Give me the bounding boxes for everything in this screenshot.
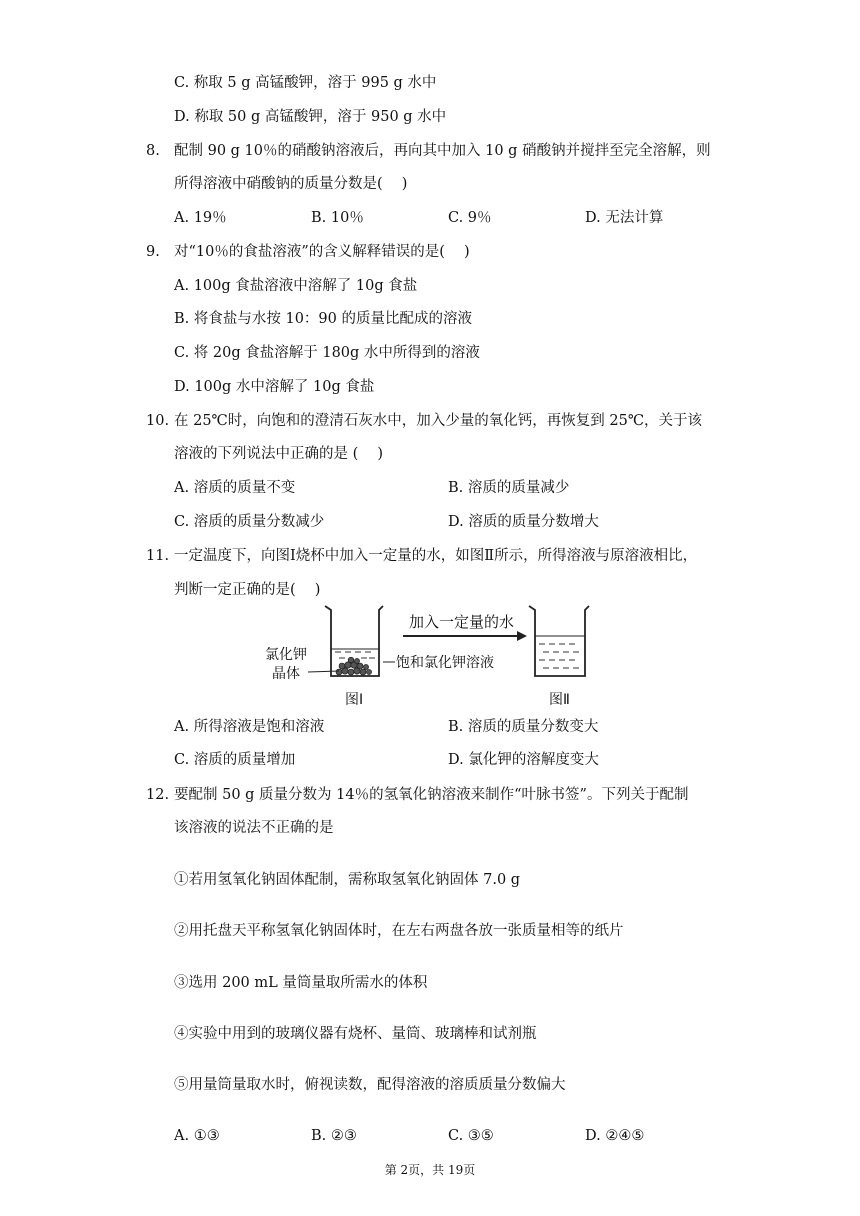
q12-statement-3: ③选用 200 mL 量筒量取所需水的体积 (174, 975, 428, 991)
q8-stem-line1: 配制 90 g 10％的硝酸钠溶液后，再向其中加入 10 g 硝酸钠并搅拌至完全溶解，则 (174, 143, 711, 159)
q7-option-d: D. 称取 50 g 高锰酸钾，溶于 950 g 水中 (174, 109, 447, 125)
crystal-label-1: 氯化钾 (265, 647, 307, 663)
q12-statement-2: ②用托盘天平称氢氧化钠固体时，在左右两盘各放一张质量相等的纸片 (174, 923, 624, 939)
q10-option-b: B. 溶质的质量减少 (448, 480, 570, 496)
q12-statement-1: ①若用氢氧化钠固体配制，需称取氢氧化钠固体 7.0 g (174, 872, 521, 888)
arrow-label: 加入一定量的水 (409, 613, 515, 631)
q12-statement-4: ④实验中用到的玻璃仪器有烧杯、量筒、玻璃棒和试剂瓶 (174, 1026, 537, 1042)
q11-number: 11. (146, 548, 170, 564)
q9-option-a: A. 100g 食盐溶液中溶解了 10g 食盐 (174, 278, 418, 294)
q10-option-a: A. 溶质的质量不变 (174, 480, 296, 496)
q9-option-b: B. 将食盐与水按 10：90 的质量比配成的溶液 (174, 311, 472, 327)
crystal-pointer-line (308, 671, 339, 672)
figure-caption-1: 图Ⅰ (345, 692, 364, 708)
arrow-add-water (403, 613, 527, 641)
q11-option-b: B. 溶质的质量分数变大 (448, 719, 599, 735)
q8-option-d: D. 无法计算 (585, 210, 664, 226)
q8-stem-line2: 所得溶液中硝酸钠的质量分数是( ) (174, 176, 408, 192)
beaker-2 (529, 606, 589, 676)
crystal-pile (336, 657, 372, 675)
q12-option-b: B. ②③ (311, 1128, 357, 1144)
q8-number: 8. (146, 143, 160, 159)
q12-stem-line1: 要配制 50 g 质量分数为 14％的氢氧化钠溶液来制作“叶脉书签”。下列关于配制 (174, 787, 689, 803)
q8-option-a: A. 19％ (174, 210, 227, 226)
q11-option-d: D. 氯化钾的溶解度变大 (448, 752, 599, 768)
q9-option-c: C. 将 20g 食盐溶解于 180g 水中所得到的溶液 (174, 345, 480, 361)
q11-option-c: C. 溶质的质量增加 (174, 752, 296, 768)
q12-option-c: C. ③⑤ (448, 1128, 494, 1144)
q12-number: 12. (146, 787, 170, 803)
q11-option-a: A. 所得溶液是饱和溶液 (174, 719, 325, 735)
q10-stem-line1: 在 25℃时，向饱和的澄清石灰水中，加入少量的氧化钙，再恢复到 25℃，关于该 (174, 413, 703, 429)
page-footer: 第 2页，共 19页 (384, 1163, 476, 1177)
figure-caption-2: 图Ⅱ (549, 692, 570, 708)
q10-stem-line2: 溶液的下列说法中正确的是 ( ) (174, 446, 384, 462)
q8-option-c: C. 9％ (448, 210, 492, 226)
q12-option-d: D. ②④⑤ (585, 1128, 645, 1144)
crystal-label-2: 晶体 (272, 666, 300, 682)
q9-stem: 对“10％的食盐溶液”的含义解释错误的是( ) (174, 244, 470, 260)
q11-stem-line2: 判断一定正确的是( ) (174, 582, 321, 598)
q10-number: 10. (146, 413, 170, 429)
q10-option-d: D. 溶质的质量分数增大 (448, 514, 599, 530)
q12-statement-5: ⑤用量筒量取水时，俯视读数，配得溶液的溶质质量分数偏大 (174, 1077, 566, 1093)
q7-option-c: C. 称取 5 g 高锰酸钾，溶于 995 g 水中 (174, 75, 437, 91)
solution-label: 饱和氯化钾溶液 (396, 655, 494, 671)
q12-stem-line2: 该溶液的说法不正确的是 (174, 820, 334, 836)
q11-stem-line1: 一定温度下，向图Ⅰ烧杯中加入一定量的水，如图Ⅱ所示，所得溶液与原溶液相比， (174, 548, 698, 564)
q10-option-c: C. 溶质的质量分数减少 (174, 514, 325, 530)
beaker-1 (325, 606, 383, 676)
q9-number: 9. (146, 244, 160, 260)
q9-option-d: D. 100g 水中溶解了 10g 食盐 (174, 379, 375, 395)
beaker-figure (255, 600, 615, 710)
q12-option-a: A. ①③ (174, 1128, 220, 1144)
q8-option-b: B. 10％ (311, 210, 364, 226)
